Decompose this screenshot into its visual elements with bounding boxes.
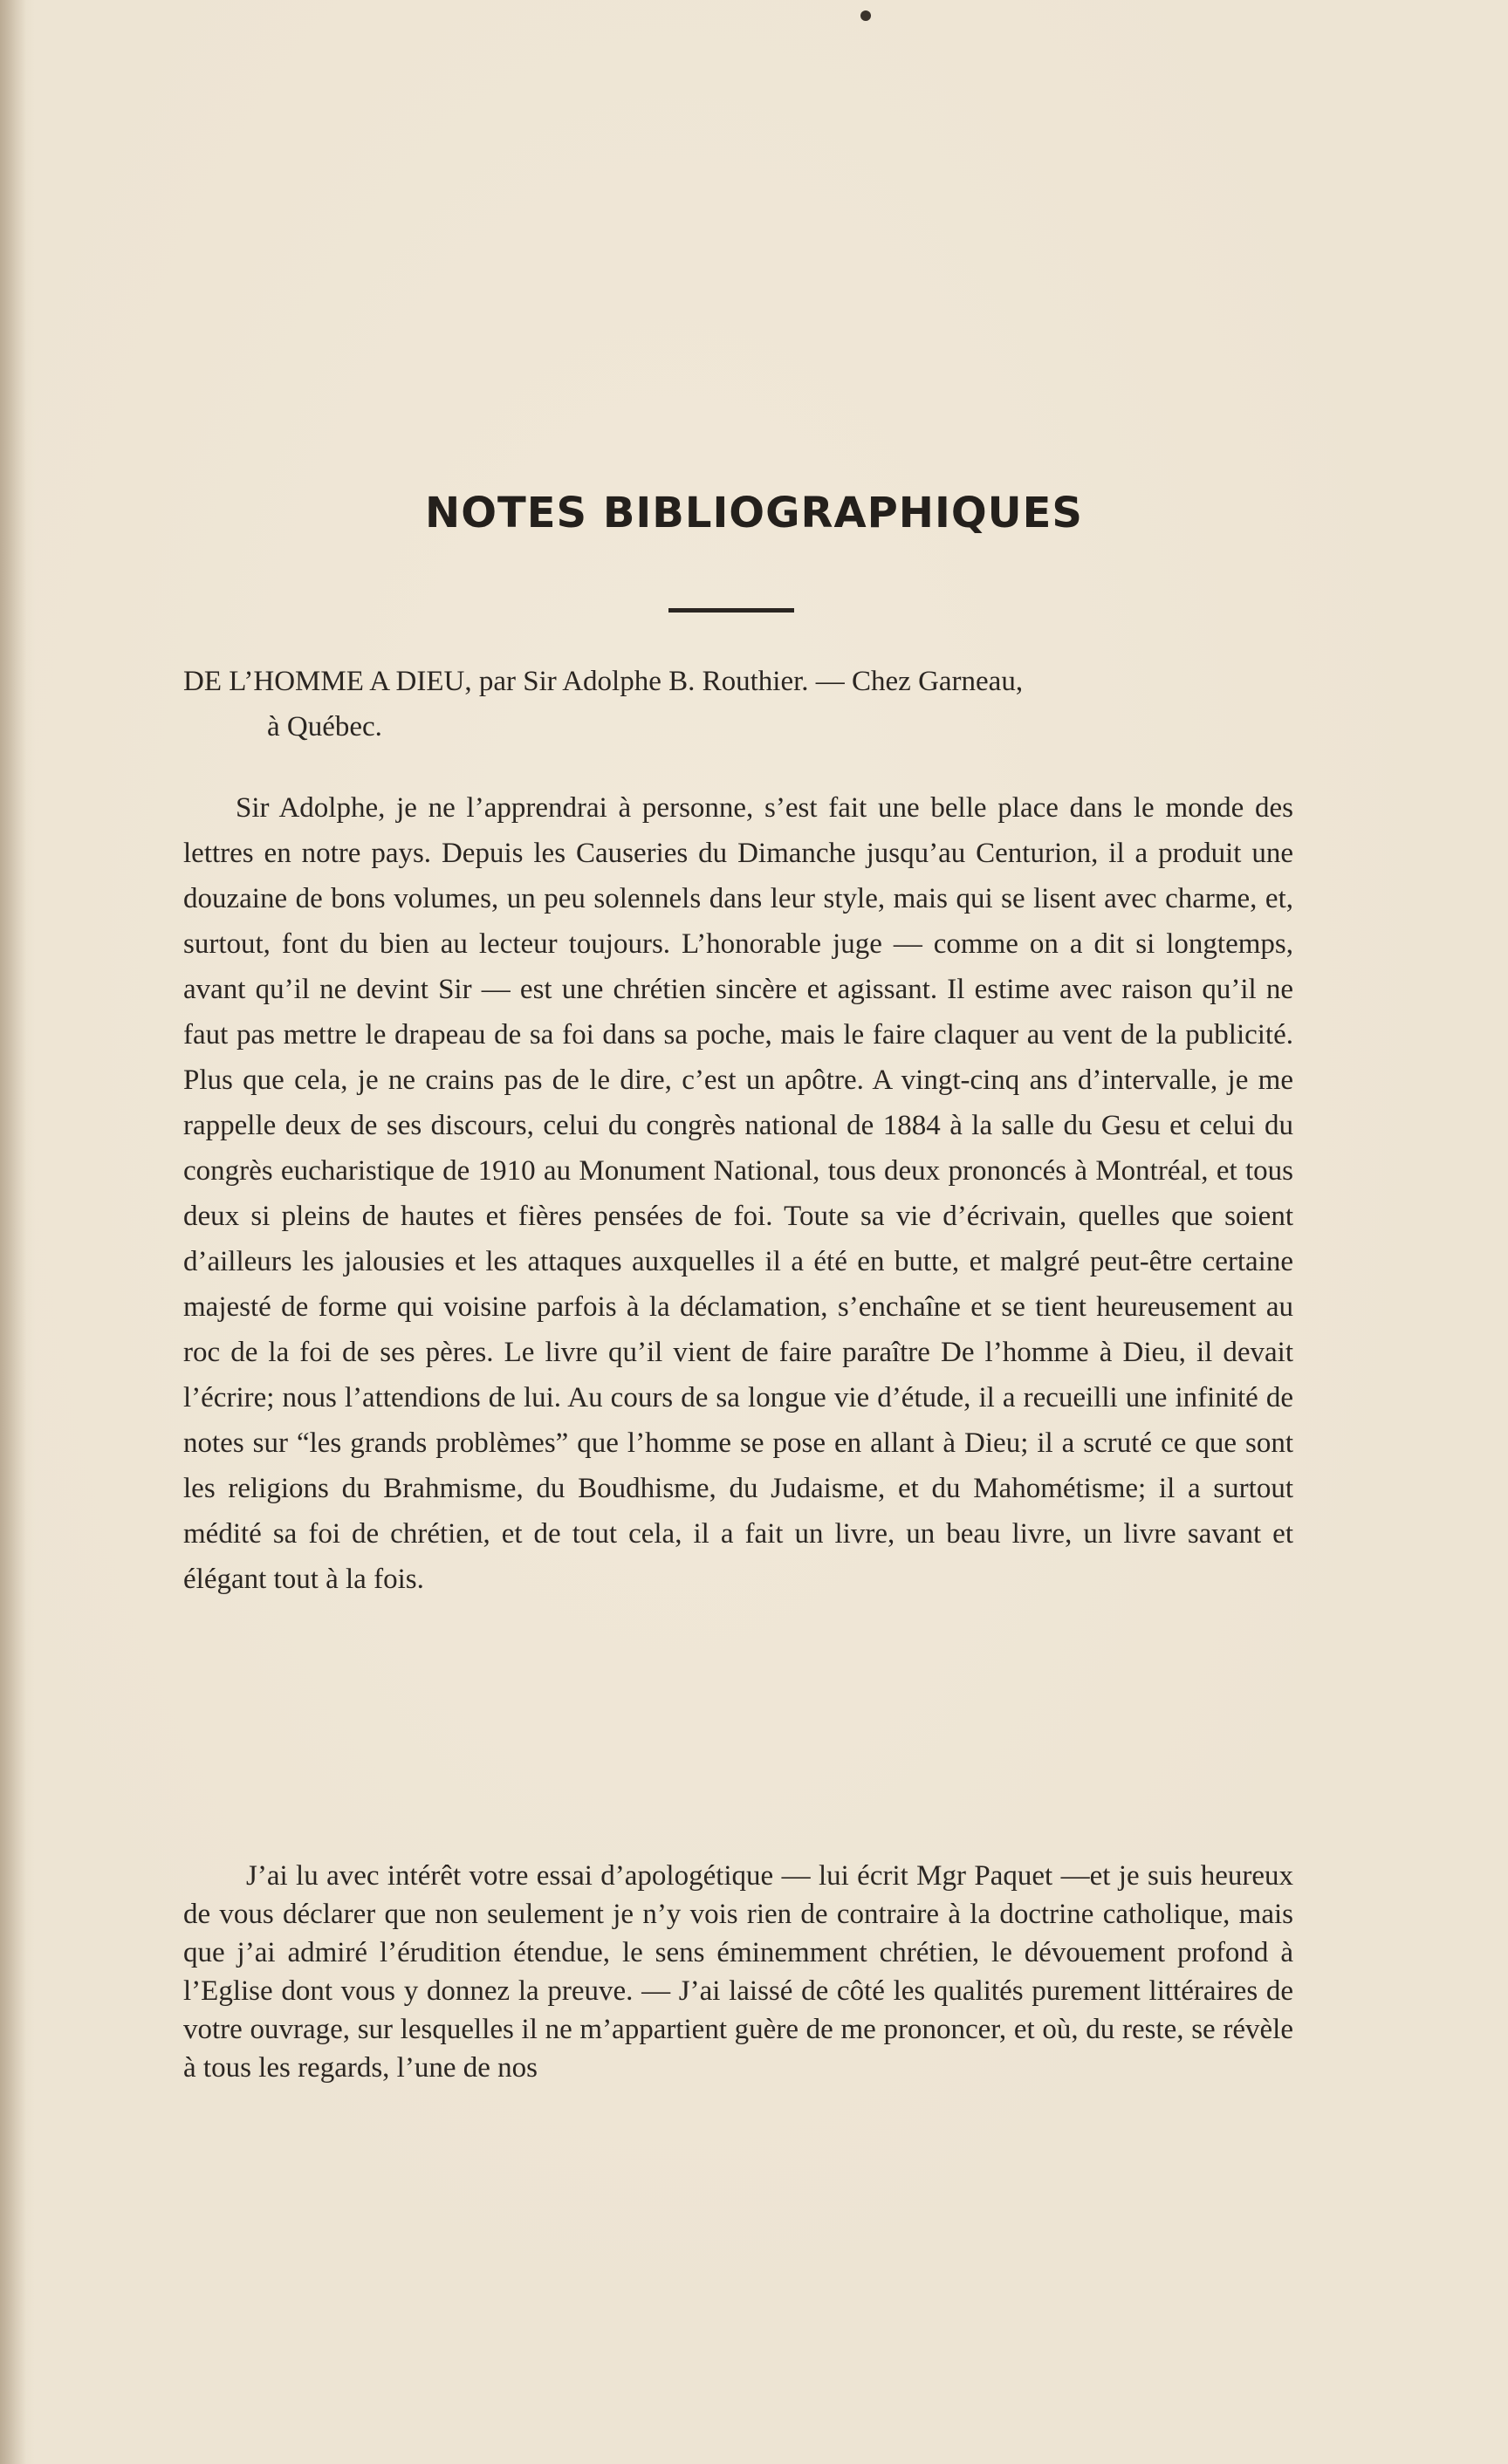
bibliographic-entry xyxy=(183,659,1292,749)
heading-divider xyxy=(668,608,794,613)
entry-title-line: DE L’HOMME A DIEU, par Sir Adolphe B. Routhier. — Chez Garneau, xyxy=(183,666,1024,697)
quoted-letter-paragraph: J’ai lu avec intérêt votre essai d’apologétique — lui écrit Mgr Paquet —et je suis heureux de vous déclarer que non seulement je n’y vois rien de contraire à la doctrine catholique, mais que j’ai admiré l’érudition étendue, le sens éminemment chrétien, le dévouement profond à l’Eglise dont vous y donnez la preuve. — J’ai laissé de côté les qualités purement littéraires de votre ouvrage, sur lesquelles il ne m’appartient guère de me prononcer, et où, du reste, se révèle à tous les regards, l’une de nos xyxy=(183,1860,1293,2084)
entry-publisher-line: à Québec. xyxy=(267,711,382,743)
ink-spot xyxy=(860,10,871,21)
binding-shadow xyxy=(0,0,26,2464)
page-heading: NOTES BIBLIOGRAPHIQUES xyxy=(425,489,1083,537)
review-paragraph: Sir Adolphe, je ne l’apprendrai à personne, s’est fait une belle place dans le monde des lettres en notre pays. Depuis les Causeries du Dimanche jusqu’au Centurion, il a produit une douzaine de bons volumes, un peu solennels dans leur style, mais qui se lisent avec charme, et, surtout, font du bien au lecteur toujours. L’honorable juge — comme on a dit si longtemps, avant qu’il ne devint Sir — est une chrétien sincère et agissant. Il estime avec raison qu’il ne faut pas mettre le drapeau de sa foi dans sa poche, mais le faire claquer au vent de la publicité. Plus que cela, je ne crains pas de le dire, c’est un apôtre. A vingt-cinq ans d’intervalle, je me rappelle deux de ses discours, celui du congrès national de 1884 à la salle du Gesu et celui du congrès eucharistique de 1910 au Monument National, tous deux prononcés à Montréal, et tous deux si pleins de hautes et fières pensées de foi. Toute sa vie d’écrivain, quelles que soient d’ailleurs les jalousies et les attaques auxquelles il a été en butte, et malgré peut-être certaine majesté de forme qui voisine parfois à la déclamation, s’enchaîne et se tient heureusement au roc de la foi de ses pères. Le livre qu’il vient de faire paraître De l’homme à Dieu, il devait l’écrire; nous l’attendions de lui. Au cours de sa longue vie d’étude, il a recueilli une infinité de notes sur “les grands problèmes” que l’homme se pose en allant à Dieu; il a scruté ce que sont les religions du Brahmisme, du Boudhisme, du Judaisme, et du Mahométisme; il a surtout médité sa foi de chrétien, et de tout cela, il a fait un livre, un beau livre, un livre savant et élégant tout à la fois. xyxy=(183,792,1293,1595)
